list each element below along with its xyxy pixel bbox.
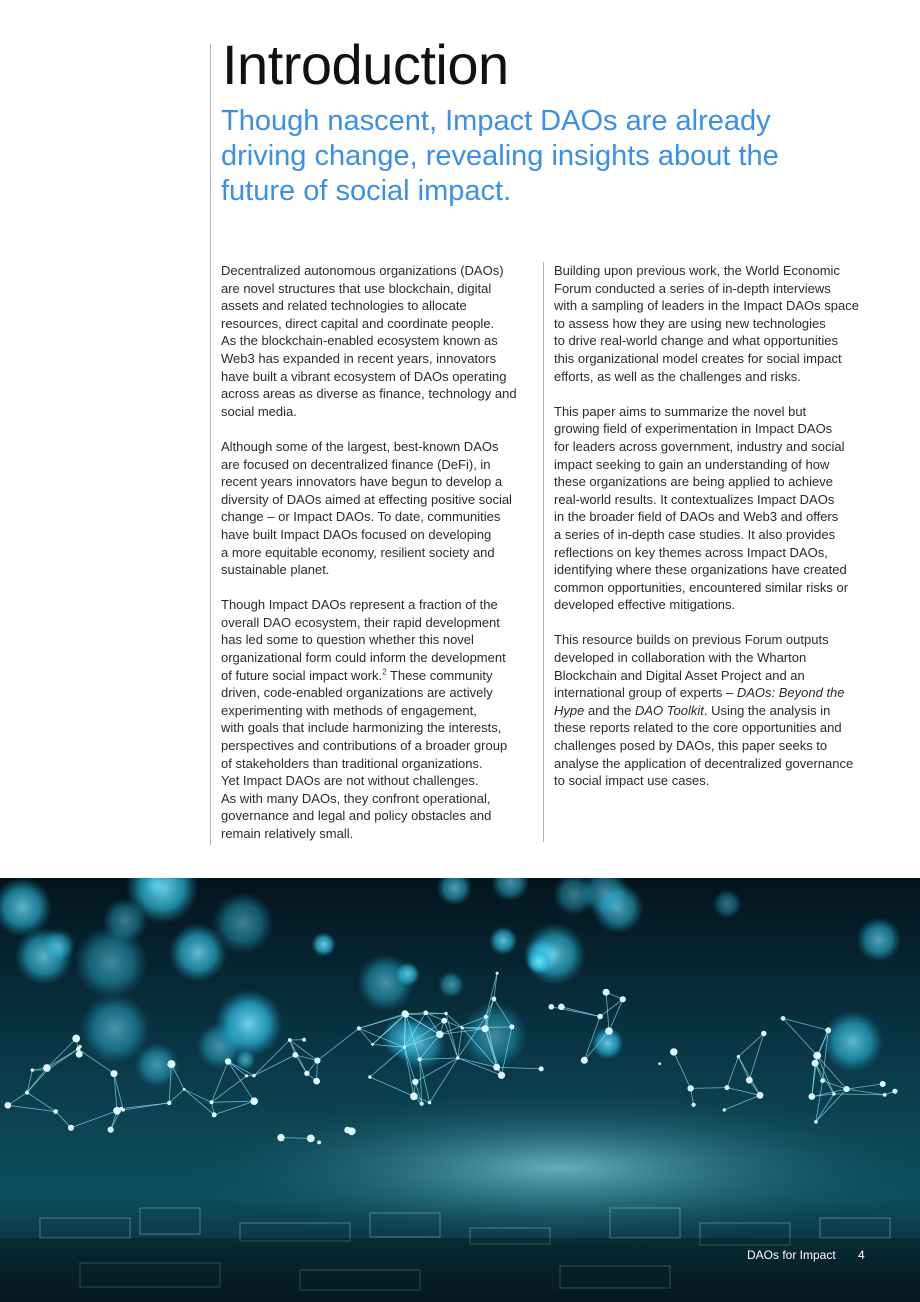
text-line: has led some to question whether this novel xyxy=(221,632,474,648)
network-node xyxy=(357,1026,361,1030)
network-node xyxy=(692,1103,696,1107)
text-line: Although some of the largest, best-known DAOs xyxy=(221,438,499,454)
text-line: in the broader field of DAOs and Web3 and offers xyxy=(554,509,839,525)
left-text-column xyxy=(221,262,533,860)
network-node xyxy=(317,1141,321,1145)
bokeh-light xyxy=(103,898,148,943)
page-title: Introduction xyxy=(222,33,509,96)
network-node xyxy=(72,1035,80,1043)
network-node xyxy=(412,1079,418,1085)
text-line: experimenting with methods of engagement, xyxy=(221,702,477,718)
bokeh-light xyxy=(857,917,902,962)
network-node xyxy=(250,1097,258,1105)
text-line: developed effective mitigations. xyxy=(554,597,736,613)
network-node xyxy=(410,1093,418,1101)
network-node xyxy=(482,1025,489,1032)
text-line: to assess how they are using new technologies xyxy=(554,315,826,331)
network-node xyxy=(549,1004,555,1010)
network-node xyxy=(423,1011,428,1016)
network-node xyxy=(368,1075,371,1078)
network-node xyxy=(420,1102,424,1106)
text-line: across areas as diverse as finance, technology and xyxy=(221,386,517,402)
bokeh-light xyxy=(215,990,283,1058)
network-node xyxy=(498,1072,505,1079)
text-line: international group of experts – xyxy=(554,685,737,701)
text-line: and the xyxy=(584,702,635,718)
network-node xyxy=(371,1043,374,1046)
text-line: are novel structures that use blockchain, digital xyxy=(221,280,492,296)
text-line: analyse the application of decentralized governance xyxy=(554,755,854,771)
network-node xyxy=(892,1089,897,1094)
text-line: efforts, as well as the challenges and risks. xyxy=(554,368,801,384)
bokeh-light xyxy=(80,994,150,1064)
network-node xyxy=(844,1086,850,1092)
paragraph xyxy=(554,631,874,789)
network-node xyxy=(183,1088,186,1091)
network-node xyxy=(344,1127,351,1134)
text-line: for leaders across government, industry and social xyxy=(554,438,845,454)
text-line: challenges posed by DAOs, this paper seeks to xyxy=(554,738,828,754)
text-line: developed in collaboration with the Wharton xyxy=(554,650,807,666)
network-node xyxy=(167,1060,175,1068)
text-line: diversity of DAOs aimed at effecting positive social xyxy=(221,491,512,507)
text-line: have built a vibrant ecosystem of DAOs operating xyxy=(221,368,507,384)
network-node xyxy=(597,1014,603,1020)
network-node xyxy=(687,1085,693,1091)
network-node xyxy=(725,1085,730,1090)
text-line: a more equitable economy, resilient society and xyxy=(221,544,495,560)
network-node xyxy=(436,1031,443,1038)
subtitle-line: future of social impact. xyxy=(221,175,512,207)
paragraph xyxy=(221,438,533,579)
text-line: This resource builds on previous Forum outputs xyxy=(554,632,829,648)
text-line: As the blockchain-enabled ecosystem known as xyxy=(221,333,498,349)
text-line: assets and related technologies to allocate xyxy=(221,298,467,314)
network-node xyxy=(456,1056,459,1059)
network-node xyxy=(444,1012,447,1015)
network-node xyxy=(658,1062,661,1065)
network-node xyxy=(492,997,497,1002)
text-line: these reports related to the core opportunities and xyxy=(554,720,842,736)
network-node xyxy=(314,1058,320,1064)
text-line: Web3 has expanded in recent years, innovators xyxy=(221,350,497,366)
bokeh-light xyxy=(593,882,644,933)
network-node xyxy=(496,972,499,975)
network-node xyxy=(620,996,626,1002)
paragraph xyxy=(221,596,533,842)
network-node xyxy=(832,1092,835,1095)
text-line: organizational form could inform the development xyxy=(221,650,506,666)
text-line: . Using the analysis in xyxy=(703,702,831,718)
bokeh-light xyxy=(169,924,227,982)
network-node xyxy=(418,1057,422,1061)
network-node xyxy=(581,1057,588,1064)
network-node xyxy=(509,1024,514,1029)
network-node xyxy=(880,1081,886,1087)
text-line: identifying where these organizations have created xyxy=(554,562,847,578)
text-line: have built Impact DAOs focused on developing xyxy=(221,526,492,542)
network-node xyxy=(746,1077,753,1084)
text-line: with goals that include harmonizing the interests, xyxy=(221,720,502,736)
text-line: impact seeking to gain an understanding of how xyxy=(554,456,830,472)
network-hero-image xyxy=(0,878,920,1302)
network-node xyxy=(781,1016,786,1021)
text-line: growing field of experimentation in Impact DAOs xyxy=(554,421,833,437)
network-node xyxy=(883,1093,887,1097)
subtitle-line: driving change, revealing insights about the xyxy=(221,140,779,172)
footnote-reference[interactable]: 2 xyxy=(382,667,387,677)
network-node xyxy=(313,1078,320,1085)
paragraph xyxy=(554,403,874,614)
network-node xyxy=(761,1031,766,1036)
text-line: to social impact use cases. xyxy=(554,773,710,789)
text-line: common opportunities, encountered similar risks or xyxy=(554,579,849,595)
network-node xyxy=(225,1058,231,1064)
network-node xyxy=(31,1068,34,1071)
text-line: remain relatively small. xyxy=(221,826,354,841)
text-line: Yet Impact DAOs are not without challenges. xyxy=(221,773,479,789)
network-node xyxy=(813,1052,821,1060)
network-node xyxy=(304,1071,309,1076)
network-node xyxy=(809,1093,816,1100)
network-node xyxy=(814,1120,818,1124)
text-line: of stakeholders than traditional organizations. xyxy=(221,755,483,771)
text-line: This paper aims to summarize the novel but xyxy=(554,403,807,419)
network-node xyxy=(120,1107,124,1111)
bokeh-light xyxy=(822,1011,884,1073)
network-node xyxy=(78,1045,81,1048)
bokeh-light xyxy=(489,927,518,956)
network-node xyxy=(757,1092,764,1099)
bokeh-light xyxy=(526,949,551,974)
network-node xyxy=(723,1108,726,1111)
text-line: to drive real-world change and what opportunities xyxy=(554,333,839,349)
network-node xyxy=(428,1101,431,1104)
network-node xyxy=(252,1074,255,1077)
publication-title: DAO Toolkit xyxy=(634,702,704,718)
publication-title: DAOs: Beyond the xyxy=(736,685,845,701)
bokeh-light xyxy=(438,971,464,997)
bokeh-light xyxy=(357,954,415,1012)
network-node xyxy=(210,1100,214,1104)
text-line: these organizations are being applied to achieve xyxy=(554,474,833,490)
bokeh-light xyxy=(713,889,742,918)
text-line: are focused on decentralized finance (DeFi), in xyxy=(221,456,491,472)
network-node xyxy=(307,1135,315,1143)
text-line: recent years innovators have begun to develop a xyxy=(221,474,503,490)
page-number: 4 xyxy=(858,1248,865,1262)
network-node xyxy=(53,1109,58,1114)
text-line: governance and legal and policy obstacles and xyxy=(221,808,492,824)
network-node xyxy=(302,1038,306,1042)
text-line: overall DAO ecosystem, their rapid development xyxy=(221,614,500,630)
right-text-column xyxy=(554,262,874,807)
footer-publication-title: DAOs for Impact xyxy=(747,1248,836,1262)
text-line: this organizational model creates for social impact xyxy=(554,350,842,366)
text-line: of future social impact work. xyxy=(221,667,383,683)
text-line: real-world results. It contextualizes Impact DAOs xyxy=(554,491,835,507)
paragraph xyxy=(221,262,533,420)
bokeh-light xyxy=(43,929,76,962)
network-node xyxy=(68,1125,74,1131)
network-illustration xyxy=(0,878,920,1302)
network-node xyxy=(288,1038,292,1042)
network-node xyxy=(76,1051,83,1058)
network-node xyxy=(167,1101,171,1105)
text-line: reflections on key themes across Impact DAOs, xyxy=(554,544,828,560)
network-node xyxy=(558,1004,564,1010)
network-node xyxy=(25,1090,29,1094)
text-line: resources, direct capital and coordinate people. xyxy=(221,315,495,331)
network-node xyxy=(825,1027,831,1033)
publication-title: Hype xyxy=(554,702,585,718)
page-subtitle xyxy=(221,104,861,209)
text-line: perspectives and contributions of a broader group xyxy=(221,738,508,754)
text-line: social media. xyxy=(221,403,297,419)
text-line: with a sampling of leaders in the Impact DAOs space xyxy=(554,298,859,314)
network-node xyxy=(670,1048,677,1055)
network-node xyxy=(212,1112,217,1117)
network-node xyxy=(111,1070,118,1077)
network-node xyxy=(245,1074,248,1077)
network-node xyxy=(292,1052,298,1058)
network-node xyxy=(812,1060,819,1067)
text-line: Building upon previous work, the World Economic xyxy=(554,263,840,278)
network-node xyxy=(403,1012,409,1018)
text-line: Blockchain and Digital Asset Project and an xyxy=(554,667,805,683)
network-node xyxy=(484,1015,488,1019)
text-line: sustainable planet. xyxy=(221,562,330,578)
network-node xyxy=(461,1026,464,1029)
network-node xyxy=(539,1066,544,1071)
paragraph xyxy=(554,262,874,385)
network-node xyxy=(737,1055,740,1058)
text-line: As with many DAOs, they confront operational, xyxy=(221,790,491,806)
text-line: driven, code-enabled organizations are actively xyxy=(221,685,493,701)
column-divider xyxy=(543,262,544,842)
text-line: Decentralized autonomous organizations (DAOs) xyxy=(221,263,504,278)
text-line: Though Impact DAOs represent a fraction of the xyxy=(221,597,498,613)
network-node xyxy=(277,1134,284,1141)
network-node xyxy=(493,1064,500,1071)
network-node xyxy=(820,1078,825,1083)
network-node xyxy=(441,1018,447,1024)
network-node xyxy=(43,1064,51,1072)
left-margin-rule xyxy=(210,44,211,845)
network-node xyxy=(108,1127,114,1133)
subtitle-line: Though nascent, Impact DAOs are already xyxy=(221,105,771,137)
text-line: change – or Impact DAOs. To date, communities xyxy=(221,509,501,525)
network-node xyxy=(5,1102,12,1109)
text-line: a series of in-depth case studies. It also provides xyxy=(554,526,836,542)
network-node xyxy=(403,1046,406,1049)
network-node xyxy=(603,989,610,996)
text-line: Forum conducted a series of in-depth interviews xyxy=(554,280,831,296)
network-node xyxy=(605,1027,613,1035)
bokeh-light xyxy=(311,932,335,956)
text-line: These community xyxy=(386,667,493,683)
